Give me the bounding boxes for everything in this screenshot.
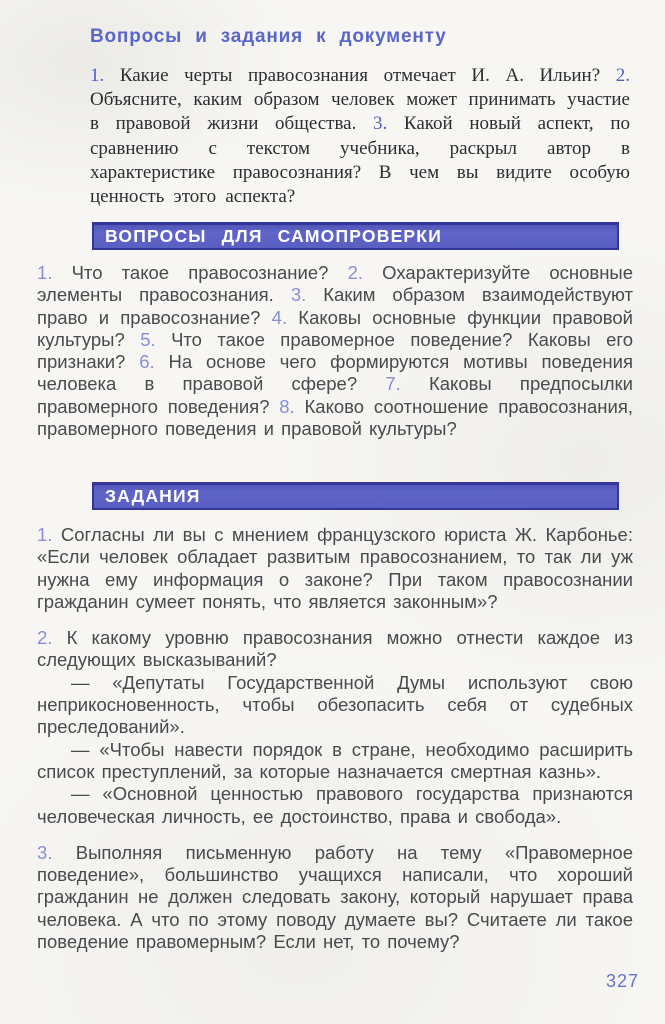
tasks-section [37, 524, 633, 967]
tasks-banner-label: ЗАДАНИЯ [105, 486, 201, 506]
intro-heading: Вопросы и задания к документу [90, 26, 447, 47]
task-2-quote-1: — «Депутаты Государственной Думы используют свою неприкосновенность, чтобы обезопасить себя от судебных преследований». [37, 671, 633, 738]
task-2-intro: 2. К какому уровню правосознания можно отнести каждое из следующих высказываний? [37, 627, 633, 671]
page-number: 327 [605, 971, 639, 991]
intro-paragraph: 1. Какие черты правосознания отмечает И. А. Ильин? 2. Объясните, каким образом человек может принимать участие в правовой жизни общества. 3. Какой новый аспект, по сравнению с текстом учебника, раскрыл автор в характеристике правосознания? В чем вы видите особую ценность этого аспекта? [90, 65, 631, 208]
task-2-group [37, 627, 633, 828]
self-check-banner [92, 222, 619, 250]
task-1-paragraph: 1. Согласны ли вы с мнением французского юриста Ж. Карбонье: «Если человек обладает развитым правосознанием, то так ли уж нужна ему информация о законе? При таком правосознании гражданин сумеет понять, что является законным»? [37, 524, 633, 612]
task-2-quote-3: — «Основной ценностью правового государства признаются человеческая личность, ее достоинство, права и свобода». [37, 783, 633, 827]
task-2-quote-2: — «Чтобы навести порядок в стране, необходимо расширить список преступлений, за которые назначается смертная казнь». [37, 738, 633, 782]
tasks-banner [92, 482, 619, 510]
self-check-banner-label: ВОПРОСЫ ДЛЯ САМОПРОВЕРКИ [105, 226, 442, 246]
task-3-paragraph: 3. Выполняя письменную работу на тему «Правомерное поведение», большинство учащихся написали, что хороший гражданин не должен следовать закону, который нарушает права человека. А что по этому поводу думаете вы? Считаете ли такое поведение правомерным? Если нет, то почему? [37, 841, 633, 953]
self-check-paragraph: 1. Что такое правосознание? 2. Охарактеризуйте основные элементы правосознания. 3. Каким образом взаимодействуют право и правосознание? 4. Каковы основные функции правовой культуры? 5. Что такое правомерное поведение? Каковы его признаки? 6. На основе чего формируются мотивы поведения человека в правовой сфере? 7. Каковы предпосылки правомерного поведения? 8. Каково соотношение правосознания, правомерного поведения и правовой культуры? [37, 262, 634, 440]
document-questions-section [90, 26, 630, 209]
